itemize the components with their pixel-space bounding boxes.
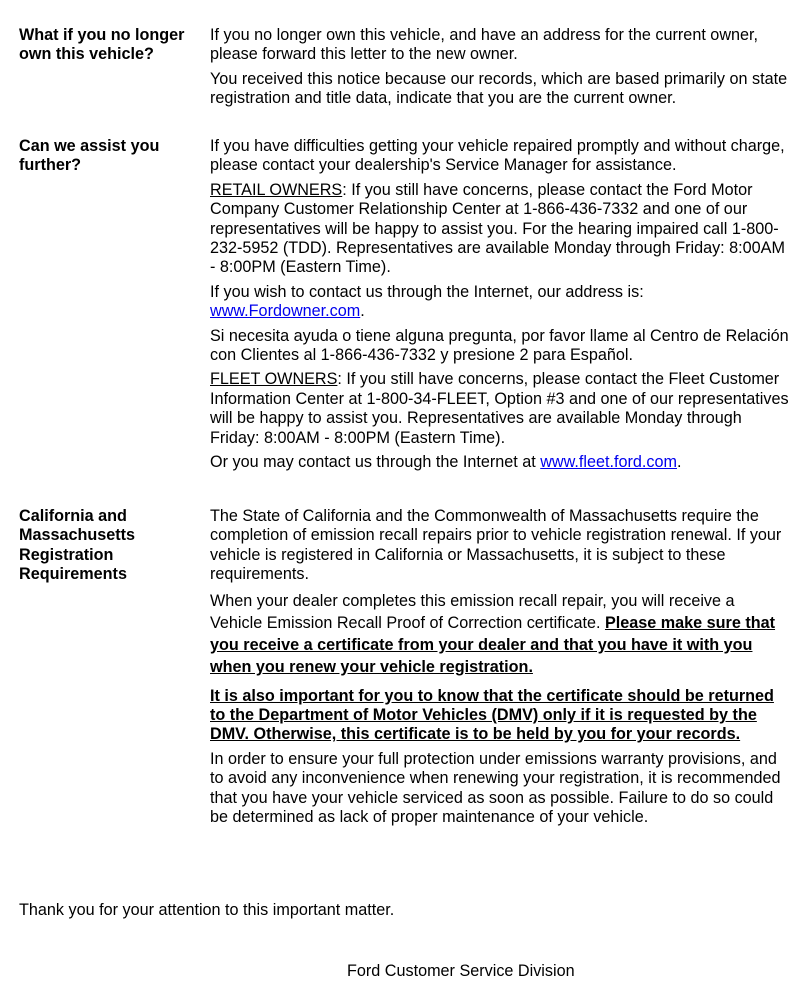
paragraph: [210, 26, 790, 65]
paragraph: [210, 70, 790, 109]
text: In order to ensure your full protection under emissions warranty provisions, and to avoid any inconvenience when renewing your registration, it is recommended that you have your vehicle serviced as soon as possible. Failure to do so could be determined as lack of proper maintenance of your vehicle.: [210, 749, 781, 827]
text: : If you still have concerns, please contact the Ford Motor Company Customer Relationship Center at 1-866-436-7332 and one of our representatives will be happy to assist you. For the hearing impaired call 1-800-232-5952 (TDD). Representatives are available Monday through Friday: 8:00AM - 8:00PM (Eastern Time).: [210, 180, 785, 277]
section-body: [210, 26, 790, 114]
emphasis-text: Please make sure that you receive a certificate from your dealer and that you have it with you when you renew your vehicle registration.: [210, 613, 776, 676]
text: If you have difficulties getting your vehicle repaired promptly and without charge, please contact your dealership's Service Manager for assistance.: [210, 137, 785, 175]
paragraph: [210, 507, 790, 585]
paragraph-internet-fleet: [210, 453, 790, 472]
text: If you wish to contact us through the Internet, our address is:: [210, 282, 644, 301]
paragraph-internet-retail: [210, 283, 790, 322]
text: Or you may contact us through the Internet at: [210, 453, 541, 472]
paragraph-dmv-notice: [210, 687, 790, 745]
signature: Ford Customer Service Division: [347, 962, 575, 980]
text: .: [676, 453, 682, 472]
fordowner-link[interactable]: www.Fordowner.com: [210, 302, 361, 321]
fleet-link[interactable]: www.fleet.ford.com: [540, 453, 677, 472]
text: If you no longer own this vehicle, and have an address for the current owner, please forward this letter to the new owner.: [210, 26, 759, 64]
text: When your dealer completes this emission recall repair, you will receive a Vehicle Emission Recall Proof of Correction certificate.: [210, 591, 735, 632]
emphasis-text: It is also important for you to know that the certificate should be returned to the Department of Motor Vehicles (DMV) only if it is requested by the DMV. Otherwise, this certificate is to be held by you for your records.: [210, 686, 774, 744]
section-body: [210, 137, 790, 478]
paragraph-retail-owners: [210, 181, 790, 278]
paragraph-spanish: [210, 327, 790, 366]
section-heading: California and Massachusetts Registration Requirements: [19, 507, 136, 584]
section-heading: What if you no longer own this vehicle?: [19, 26, 185, 64]
closing-line: Thank you for your attention to this important matter.: [19, 901, 395, 919]
paragraph: [210, 137, 790, 176]
paragraph: [210, 750, 790, 828]
text: .: [360, 302, 365, 321]
text: You received this notice because our records, which are based primarily on state registration and title data, indicate that you are the current owner.: [210, 69, 788, 108]
text: : If you still have concerns, please contact the Fleet Customer Information Center at 1-800-34-FLEET, Option #3 and one of our representatives will be happy to assist you. Representatives are available Monday through Friday: 8:00AM - 8:00PM (Eastern Time).: [210, 370, 789, 447]
paragraph-fleet-owners: [210, 370, 790, 448]
text: Si necesita ayuda o tiene alguna pregunta, por favor llame al Centro de Relación con Clientes al 1-866-436-7332 y presione 2 para Español.: [210, 326, 789, 365]
paragraph-certificate: [210, 590, 790, 678]
fleet-owners-label: FLEET OWNERS: [210, 370, 338, 389]
retail-owners-label: RETAIL OWNERS: [210, 180, 343, 199]
section-body: [210, 507, 790, 832]
text: The State of California and the Commonwealth of Massachusetts require the completion of emission recall repairs prior to vehicle registration renewal. If your vehicle is registered in California or Massachusetts, it is subject to these requirements.: [210, 507, 782, 584]
section-heading: Can we assist you further?: [19, 137, 160, 175]
